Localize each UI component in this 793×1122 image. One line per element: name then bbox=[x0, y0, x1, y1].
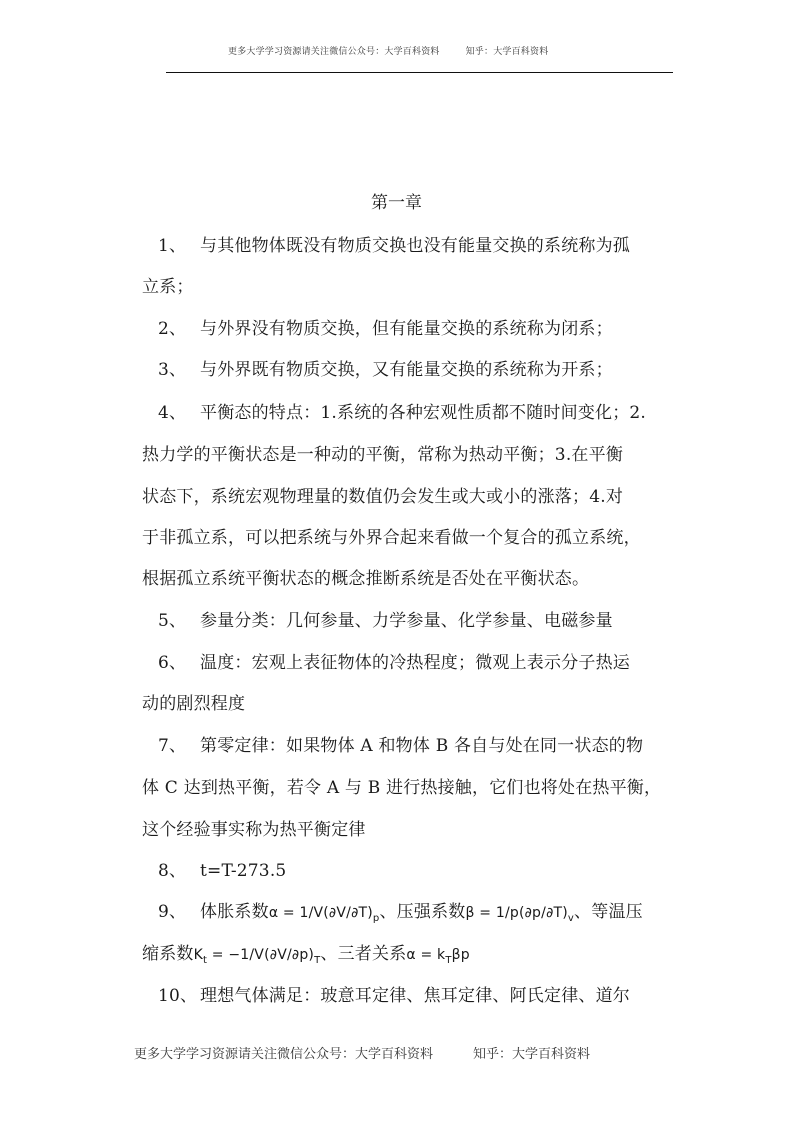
item-number: 1、 bbox=[158, 236, 187, 256]
formula-subscript: v bbox=[567, 912, 575, 924]
item-text: 缩系数 bbox=[142, 944, 194, 964]
item-1-line-2 bbox=[142, 272, 194, 297]
item-4-line-2 bbox=[142, 440, 623, 465]
item-10 bbox=[142, 981, 630, 1006]
formula-subscript: T bbox=[445, 954, 452, 966]
item-number: 2、 bbox=[158, 319, 187, 339]
item-4-line-1 bbox=[142, 398, 646, 423]
formula-text: α = k bbox=[406, 947, 446, 963]
item-text: 理想气体满足：玻意耳定律、焦耳定律、阿氏定律、道尔 bbox=[200, 986, 630, 1006]
item-text: 体胀系数 bbox=[200, 902, 269, 922]
item-number: 8、 bbox=[158, 861, 187, 881]
formula-alpha bbox=[268, 905, 380, 924]
item-text: 温度：宏观上表征物体的冷热程度；微观上表示分子热运 bbox=[200, 653, 630, 673]
item-1-line-1 bbox=[142, 231, 630, 256]
formula-text: βp bbox=[451, 947, 470, 963]
formula-text: K bbox=[193, 947, 203, 963]
item-text: 体 C 达到热平衡，若令 A 与 B 进行热接触，它们也将处在热平衡， bbox=[142, 778, 662, 798]
item-text: 立系； bbox=[142, 277, 194, 297]
item-7-line-2 bbox=[142, 773, 661, 798]
item-number: 4、 bbox=[158, 403, 187, 423]
chapter-title: 第一章 bbox=[371, 193, 422, 213]
formula-text: α = 1/V(∂V/∂T) bbox=[268, 905, 373, 921]
page-header bbox=[228, 44, 548, 57]
formula-subscript: p bbox=[372, 912, 380, 924]
item-text: 于非孤立系，可以把系统与外界合起来看做一个复合的孤立系统， bbox=[142, 528, 641, 548]
formula-relation bbox=[406, 947, 470, 966]
item-8 bbox=[142, 856, 286, 881]
item-6-line-1 bbox=[142, 648, 630, 673]
header-left-text: 更多大学学习资源请关注微信公众号：大学百科资料 bbox=[228, 47, 440, 57]
item-5 bbox=[142, 606, 613, 631]
item-3 bbox=[142, 355, 613, 380]
item-text: 、三者关系 bbox=[320, 944, 407, 964]
formula-beta bbox=[465, 905, 575, 924]
formula-subscript: t bbox=[203, 954, 208, 966]
item-text: 热力学的平衡状态是一种动的平衡，常称为热动平衡；3.在平衡 bbox=[142, 445, 624, 465]
item-text: t=T-273.5 bbox=[200, 861, 287, 881]
item-6-line-2 bbox=[142, 689, 245, 714]
item-text: 与外界没有物质交换，但有能量交换的系统称为闭系； bbox=[200, 319, 613, 339]
footer-right-text: 知乎：大学百科资料 bbox=[473, 1047, 591, 1062]
item-text: 第零定律：如果物体 A 和物体 B 各自与处在同一状态的物 bbox=[200, 736, 644, 756]
formula-text: = −1/V(∂V/∂p) bbox=[207, 947, 315, 963]
item-text: 平衡态的特点：1.系统的各种宏观性质都不随时间变化；2. bbox=[200, 403, 647, 423]
item-text: 状态下，系统宏观物理量的数值仍会发生或大或小的涨落；4.对 bbox=[142, 487, 624, 507]
item-text: 与其他物体既没有物质交换也没有能量交换的系统称为孤 bbox=[200, 236, 630, 256]
formula-subscript: T bbox=[314, 954, 321, 966]
item-text: 动的剧烈程度 bbox=[142, 694, 246, 714]
item-4-line-4 bbox=[142, 523, 641, 548]
item-text: 根据孤立系统平衡状态的概念推断系统是否处在平衡状态。 bbox=[142, 569, 590, 589]
item-7-line-1 bbox=[142, 731, 643, 756]
item-2 bbox=[142, 314, 613, 339]
item-text: 、等温压 bbox=[574, 902, 643, 922]
item-9-line-2 bbox=[142, 939, 470, 966]
item-text: 这个经验事实称为热平衡定律 bbox=[142, 820, 366, 840]
item-text: 、压强系数 bbox=[379, 902, 466, 922]
item-7-line-3 bbox=[142, 815, 366, 840]
header-right-text: 知乎：大学百科资料 bbox=[465, 47, 549, 57]
formula-text: β = 1/p(∂p/∂T) bbox=[465, 905, 568, 921]
footer-left-text: 更多大学学习资源请关注微信公众号：大学百科资料 bbox=[134, 1047, 434, 1062]
item-number: 3、 bbox=[158, 360, 187, 380]
page-footer bbox=[134, 1043, 590, 1062]
item-number: 7、 bbox=[158, 736, 187, 756]
item-9-line-1 bbox=[142, 897, 643, 924]
formula-kappa bbox=[193, 947, 321, 966]
item-number: 10、 bbox=[158, 986, 198, 1006]
item-number: 9、 bbox=[158, 902, 187, 922]
item-text: 与外界既有物质交换，又有能量交换的系统称为开系； bbox=[200, 360, 613, 380]
item-text: 参量分类：几何参量、力学参量、化学参量、电磁参量 bbox=[200, 611, 613, 631]
item-4-line-5 bbox=[142, 564, 589, 589]
item-number: 5、 bbox=[158, 611, 187, 631]
item-4-line-3 bbox=[142, 482, 623, 507]
header-divider bbox=[166, 72, 673, 73]
item-number: 6、 bbox=[158, 653, 187, 673]
